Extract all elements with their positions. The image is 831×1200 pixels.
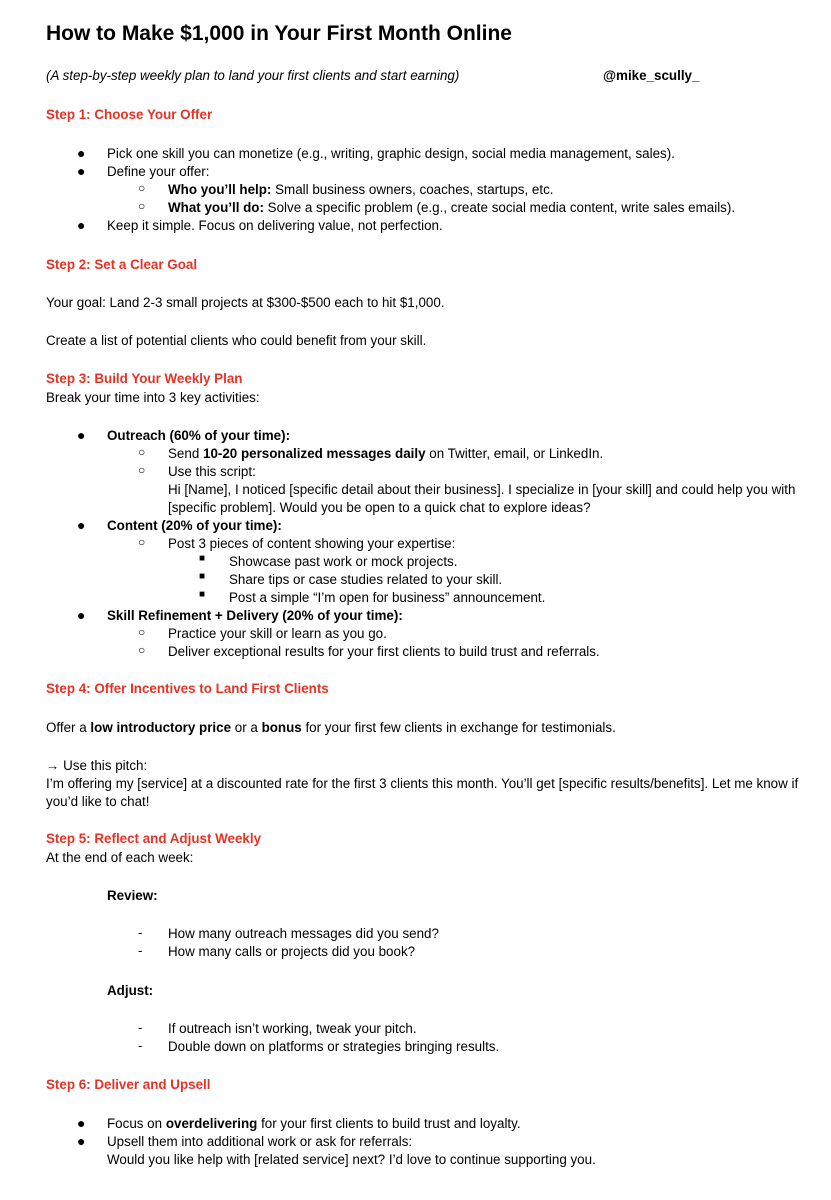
content-open: Post a simple “I’m open for business” announcement.	[229, 590, 546, 605]
square-marker: ■	[199, 553, 206, 564]
circle-marker: ○	[138, 643, 146, 657]
focus-c: for your first clients to build trust and loyalty.	[257, 1116, 521, 1131]
outreach-label: Outreach (60% of your time):	[107, 428, 291, 443]
review-question-1: How many outreach messages did you send?	[168, 926, 439, 941]
dash-marker: -	[138, 1020, 143, 1035]
step-6-focus	[107, 1115, 521, 1132]
bullet-marker: ●	[77, 1115, 86, 1131]
document-subtitle: (A step-by-step weekly plan to land your first clients and start earning)	[46, 68, 460, 83]
send-pre: Send	[168, 446, 203, 461]
step-1-item-skill: Pick one skill you can monetize (e.g., writing, graphic design, social media management, sales).	[107, 146, 675, 161]
step-1-sub-what	[168, 199, 735, 216]
content-post-3: Post 3 pieces of content showing your expertise:	[168, 536, 456, 551]
content-label: Content (20% of your time):	[107, 518, 282, 533]
bullet-marker: ●	[77, 1133, 86, 1149]
bullet-marker: ●	[77, 427, 86, 443]
pitch-line-2: you’d like to chat!	[46, 794, 150, 809]
step-1-item-simple: Keep it simple. Focus on delivering value, not perfection.	[107, 218, 443, 233]
offer-e: for your first few clients in exchange for testimonials.	[301, 720, 616, 735]
square-marker: ■	[199, 571, 206, 582]
bullet-marker: ●	[77, 145, 86, 161]
outreach-script-line-2: [specific problem]. Would you be open to a quick chat to explore ideas?	[168, 500, 591, 515]
send-post: on Twitter, email, or LinkedIn.	[425, 446, 604, 461]
step-1-heading: Step 1: Choose Your Offer	[46, 107, 213, 122]
outreach-send	[168, 445, 603, 462]
pitch-intro: → Use this pitch:	[46, 758, 148, 773]
content-showcase: Showcase past work or mock projects.	[229, 554, 458, 569]
circle-marker: ○	[138, 535, 146, 549]
dash-marker: -	[138, 943, 143, 958]
step-4-heading: Step 4: Offer Incentives to Land First Clients	[46, 681, 329, 696]
who-text: Small business owners, coaches, startups, etc.	[271, 182, 554, 197]
step-3-heading: Step 3: Build Your Weekly Plan	[46, 371, 243, 386]
offer-a: Offer a	[46, 720, 91, 735]
what-label: What you’ll do:	[168, 200, 264, 215]
outreach-script-line-1: Hi [Name], I noticed [specific detail about their business]. I specialize in [your skill] and could help you with	[168, 482, 796, 497]
step-1-item-define: Define your offer:	[107, 164, 210, 179]
skill-label: Skill Refinement + Delivery (20% of your time):	[107, 608, 403, 623]
review-question-2: How many calls or projects did you book?	[168, 944, 416, 959]
step-6-upsell: Upsell them into additional work or ask for referrals:	[107, 1134, 413, 1149]
circle-marker: ○	[138, 463, 146, 477]
step-6-heading: Step 6: Deliver and Upsell	[46, 1077, 211, 1092]
bullet-marker: ●	[77, 607, 86, 623]
adjust-label: Adjust:	[107, 983, 154, 998]
step-3-intro: Break your time into 3 key activities:	[46, 390, 260, 405]
square-marker: ■	[199, 589, 206, 600]
adjust-item-1: If outreach isn’t working, tweak your pitch.	[168, 1021, 417, 1036]
bullet-marker: ●	[77, 163, 86, 179]
offer-c: or a	[231, 720, 262, 735]
offer-low-price: low introductory price	[90, 720, 232, 735]
send-bold: 10-20 personalized messages daily	[203, 446, 426, 461]
skill-deliver: Deliver exceptional results for your first clients to build trust and referrals.	[168, 644, 600, 659]
author-handle: @mike_scully_	[603, 68, 700, 83]
step-1-sub-who	[168, 181, 553, 198]
dash-marker: -	[138, 925, 143, 940]
bullet-marker: ●	[77, 517, 86, 533]
step-5-heading: Step 5: Reflect and Adjust Weekly	[46, 831, 262, 846]
step-6-upsell-question: Would you like help with [related service] next? I’d love to continue supporting you.	[107, 1152, 596, 1167]
step-5-intro: At the end of each week:	[46, 850, 194, 865]
pitch-line-1: I’m offering my [service] at a discounted rate for the first 3 clients this month. You’ll get [specific results/benefits]. Let me know if	[46, 776, 799, 791]
circle-marker: ○	[138, 199, 146, 213]
circle-marker: ○	[138, 625, 146, 639]
circle-marker: ○	[138, 445, 146, 459]
focus-a: Focus on	[107, 1116, 166, 1131]
content-tips: Share tips or case studies related to your skill.	[229, 572, 503, 587]
bullet-marker: ●	[77, 217, 86, 233]
skill-practice: Practice your skill or learn as you go.	[168, 626, 387, 641]
circle-marker: ○	[138, 181, 146, 195]
adjust-item-2: Double down on platforms or strategies bringing results.	[168, 1039, 500, 1054]
offer-bonus: bonus	[261, 720, 302, 735]
step-2-goal: Your goal: Land 2-3 small projects at $300-$500 each to hit $1,000.	[46, 295, 445, 310]
document-title: How to Make $1,000 in Your First Month Online	[46, 22, 512, 45]
review-label: Review:	[107, 888, 158, 903]
step-2-client-list: Create a list of potential clients who could benefit from your skill.	[46, 333, 427, 348]
focus-overdelivering: overdelivering	[165, 1116, 258, 1131]
outreach-script-label: Use this script:	[168, 464, 256, 479]
step-4-offer	[46, 719, 616, 736]
who-label: Who you’ll help:	[168, 182, 272, 197]
step-2-heading: Step 2: Set a Clear Goal	[46, 257, 198, 272]
dash-marker: -	[138, 1038, 143, 1053]
what-text: Solve a specific problem (e.g., create social media content, write sales emails).	[263, 200, 736, 215]
